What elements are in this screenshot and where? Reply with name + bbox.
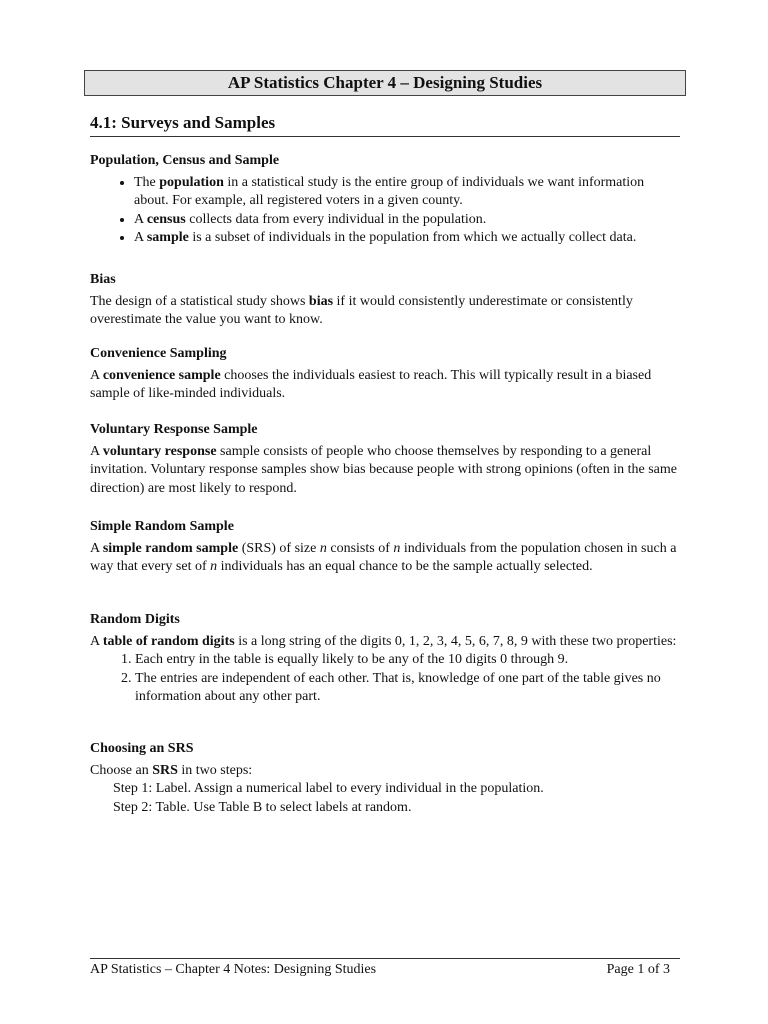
text-run: is a long string of the digits 0, 1, 2, 3, 4, 5, 6, 7, 8, 9 with these two properties: [234,633,677,649]
term-population: population [159,174,224,190]
list-item [134,174,680,211]
list-item [134,211,680,230]
page-number: Page 1 of 3 [606,962,670,977]
voluntary-section [90,421,680,498]
text-run: (SRS) of size [238,540,320,556]
text-run: Choose an [90,762,153,778]
term-simple-random-sample: simple random sample [102,540,239,556]
var-n: n [319,540,327,556]
text-run: A [134,230,147,245]
list-item [134,229,680,248]
population-section [90,152,680,248]
text-run: sample consists of people who choose themselves by responding to a general invitation. Voluntary response samples show bias because people with strong opinions (often in the same direction) are most likely to respond. [90,443,677,496]
text-run: The [134,174,160,190]
text-run: consists of [326,540,394,556]
text-run: individuals has an equal chance to be the sample actually selected. [217,559,593,574]
var-n: n [393,540,401,556]
text-run: chooses the individuals easiest to reach. This will typically result in a biased sample of like-minded individuals. [90,367,652,401]
term-census: census [146,211,186,227]
list-item: 1. Each entry in the table is equally likely to be any of the 10 digits 0 through 9. [135,651,680,670]
page-footer [90,958,680,980]
srs-heading: Simple Random Sample [90,519,234,534]
srs-paragraph [90,540,680,577]
var-n: n [210,559,218,574]
term-convenience-sample: convenience sample [102,367,221,383]
digits-section [90,611,680,707]
term-sample: sample [146,230,189,245]
convenience-heading: Convenience Sampling [90,346,227,361]
text-run: A [134,211,147,227]
term-bias: bias [308,293,334,309]
choosing-section [90,740,680,817]
voluntary-paragraph [90,443,680,499]
bias-section [90,271,680,330]
list-item: 2. The entries are independent of each other. That is, knowledge of one part of the table gives no information about any other part. [135,670,680,707]
page-title: AP Statistics Chapter 4 – Designing Studies [84,70,686,96]
text-run: A [90,367,103,383]
text-run: collects data from every individual in the population. [185,211,487,227]
bias-heading: Bias [90,272,116,287]
choosing-heading: Choosing an SRS [90,741,194,756]
step-2: Step 2: Table. Use Table B to select labels at random. [113,799,412,815]
step-1: Step 1: Label. Assign a numerical label to every individual in the population. [113,781,544,796]
term-table-of-random-digits: table of random digits [102,633,235,649]
srs-section [90,518,680,577]
text-run: A [90,540,103,556]
bias-paragraph [90,293,680,330]
digits-paragraph [90,633,680,652]
text-run: in a statistical study is the entire group of individuals we want information about. For example, all registered voters in a given county. [134,174,645,208]
choosing-paragraph [90,762,680,781]
footer-title: AP Statistics – Chapter 4 Notes: Designing Studies [90,962,377,977]
term-srs: SRS [152,762,178,778]
section-heading: 4.1: Surveys and Samples [90,112,680,137]
convenience-paragraph [90,367,680,404]
text-run: A [90,633,103,649]
text-run: The design of a statistical study shows [90,293,309,309]
text-run: individuals from the population chosen in such a way that every set of [90,540,677,574]
convenience-section [90,345,680,404]
term-voluntary-response: voluntary response [102,443,217,459]
population-heading: Population, Census and Sample [90,153,280,168]
voluntary-heading: Voluntary Response Sample [90,422,258,437]
digits-list [90,651,680,707]
digits-heading: Random Digits [90,612,180,627]
text-run: is a subset of individuals in the population from which we actually collect data. [188,230,637,245]
population-list [90,174,680,248]
text-run: in two steps: [177,762,253,778]
text-run: A [90,443,103,459]
text-run: if it would consistently underestimate or consistently overestimate the value you want to know. [90,293,633,327]
